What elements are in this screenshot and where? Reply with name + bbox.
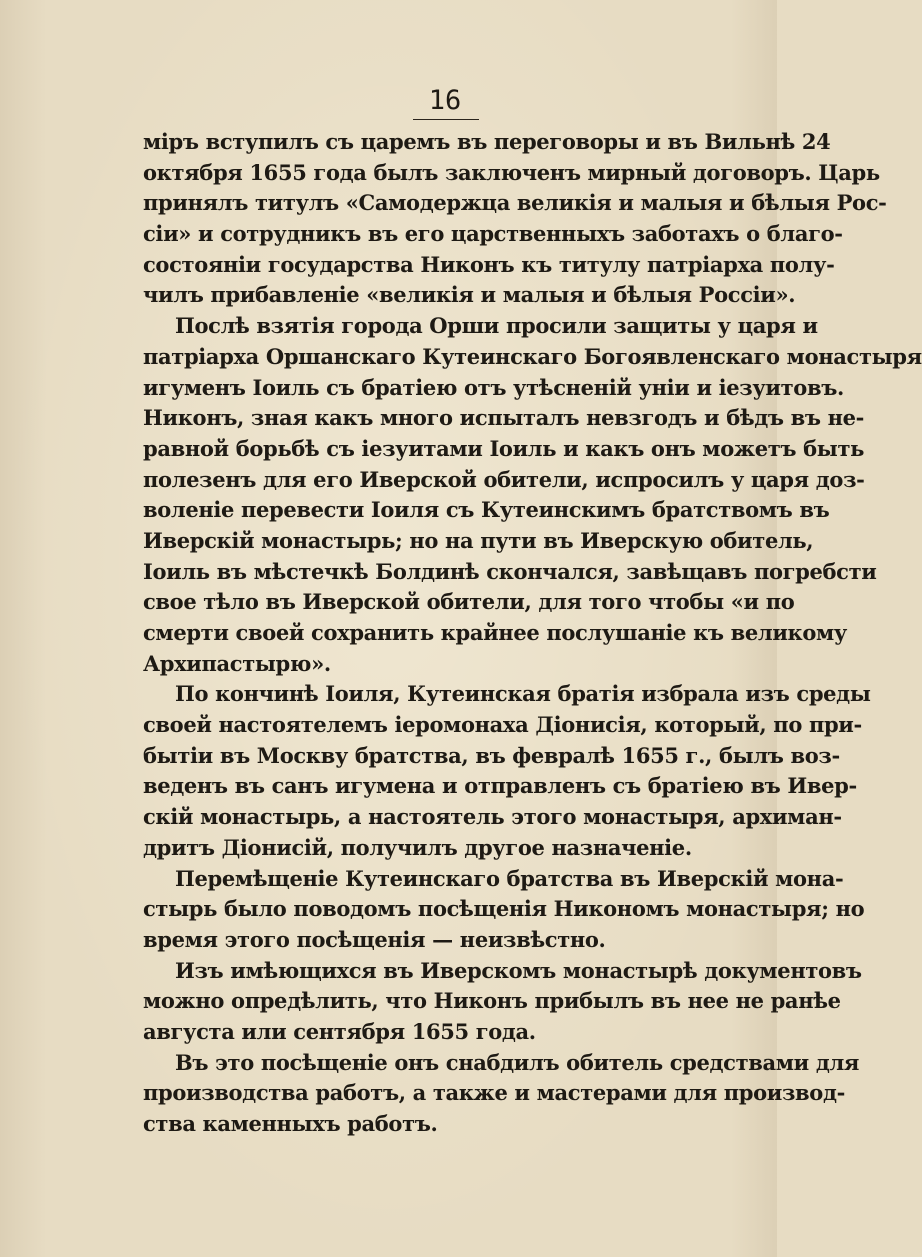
paragraph-3 bbox=[143, 679, 871, 863]
text-line: По кончинѣ Іоиля, Кутеинская братія избрала изъ среды bbox=[175, 681, 871, 707]
text-line: Архипастырю». bbox=[143, 650, 331, 676]
header-rule bbox=[413, 119, 479, 120]
text-line: веденъ въ санъ игумена и отправленъ съ братіею въ Ивер- bbox=[143, 773, 857, 799]
text-line: можно опредѣлить, что Никонъ прибылъ въ нее не ранѣе bbox=[143, 988, 841, 1014]
text-line: сіи» и сотрудникъ въ его царственныхъ заботахъ о благо- bbox=[143, 221, 843, 247]
text-line: Іоиль въ мѣстечкѣ Болдинѣ скончался, завѣщавъ погребсти bbox=[143, 558, 877, 584]
text-line: Перемѣщеніе Кутеинскаго братства въ Иверскій мона- bbox=[175, 865, 844, 891]
text-line: міръ вступилъ съ царемъ въ переговоры и въ Вильнѣ 24 bbox=[143, 129, 831, 154]
text-line: производства работъ, а также и мастерами для производ- bbox=[143, 1080, 845, 1106]
text-line: Изъ имѣющихся въ Иверскомъ монастырѣ документовъ bbox=[175, 957, 862, 983]
text-line: августа или сентября 1655 года. bbox=[143, 1018, 536, 1044]
text-line: свое тѣло въ Иверской обители, для того чтобы «и по bbox=[143, 589, 795, 615]
paragraph-2 bbox=[143, 311, 922, 679]
paragraph-4 bbox=[143, 864, 865, 956]
text-line: полезенъ для его Иверской обители, испросилъ у царя доз- bbox=[143, 466, 865, 492]
text-line: Въ это посѣщеніе онъ снабдилъ обитель средствами для bbox=[175, 1049, 860, 1075]
body-text bbox=[143, 127, 922, 1140]
text-line: октября 1655 года былъ заключенъ мирный договоръ. Царь bbox=[143, 159, 880, 185]
text-line: время этого посѣщенія — неизвѣстно. bbox=[143, 926, 606, 952]
paragraph-1 bbox=[143, 127, 887, 311]
text-line: стырь было поводомъ посѣщенія Никономъ монастыря; но bbox=[143, 896, 865, 922]
text-line: скій монастырь, а настоятель этого монастыря, архиман- bbox=[143, 804, 842, 830]
paragraph-5 bbox=[143, 956, 862, 1048]
text-line: бытіи въ Москву братства, въ февралѣ 1655 г., былъ воз- bbox=[143, 742, 840, 768]
text-line: ства каменныхъ работъ. bbox=[143, 1111, 438, 1136]
text-line: воленіе перевести Іоиля съ Кутеинскимъ братствомъ въ bbox=[143, 497, 830, 523]
text-line: состояніи государства Никонъ къ титулу патріарха полу- bbox=[143, 251, 835, 277]
page-number: 16 bbox=[428, 85, 462, 116]
text-line: Никонъ, зная какъ много испыталъ невзгодъ и бѣдъ въ не- bbox=[143, 405, 864, 431]
text-line: принялъ титулъ «Самодержца великія и малыя и бѣлыя Рос- bbox=[143, 190, 887, 216]
text-line: Послѣ взятія города Орши просили защиты у царя и bbox=[175, 313, 818, 339]
text-line: дритъ Діонисій, получилъ другое назначеніе. bbox=[143, 834, 692, 860]
text-line: смерти своей сохранить крайнее послушаніе къ великому bbox=[143, 620, 848, 645]
text-line: игуменъ Іоиль съ братіею отъ утѣсненій уніи и іезуитовъ. bbox=[143, 374, 844, 400]
paragraph-6 bbox=[143, 1048, 860, 1140]
text-line: Иверскій монастырь; но на пути въ Иверскую обитель, bbox=[143, 527, 814, 553]
text-line: патріарха Оршанскаго Кутеинскаго Богоявленскаго монастыря bbox=[143, 343, 922, 369]
text-line: своей настоятелемъ іеромонаха Діонисія, который, по при- bbox=[143, 712, 862, 738]
text-line: равной борьбѣ съ іезуитами Іоиль и какъ онъ можетъ быть bbox=[143, 435, 865, 461]
text-line: чилъ прибавленіе «великія и малыя и бѣлыя Россіи». bbox=[143, 282, 796, 308]
